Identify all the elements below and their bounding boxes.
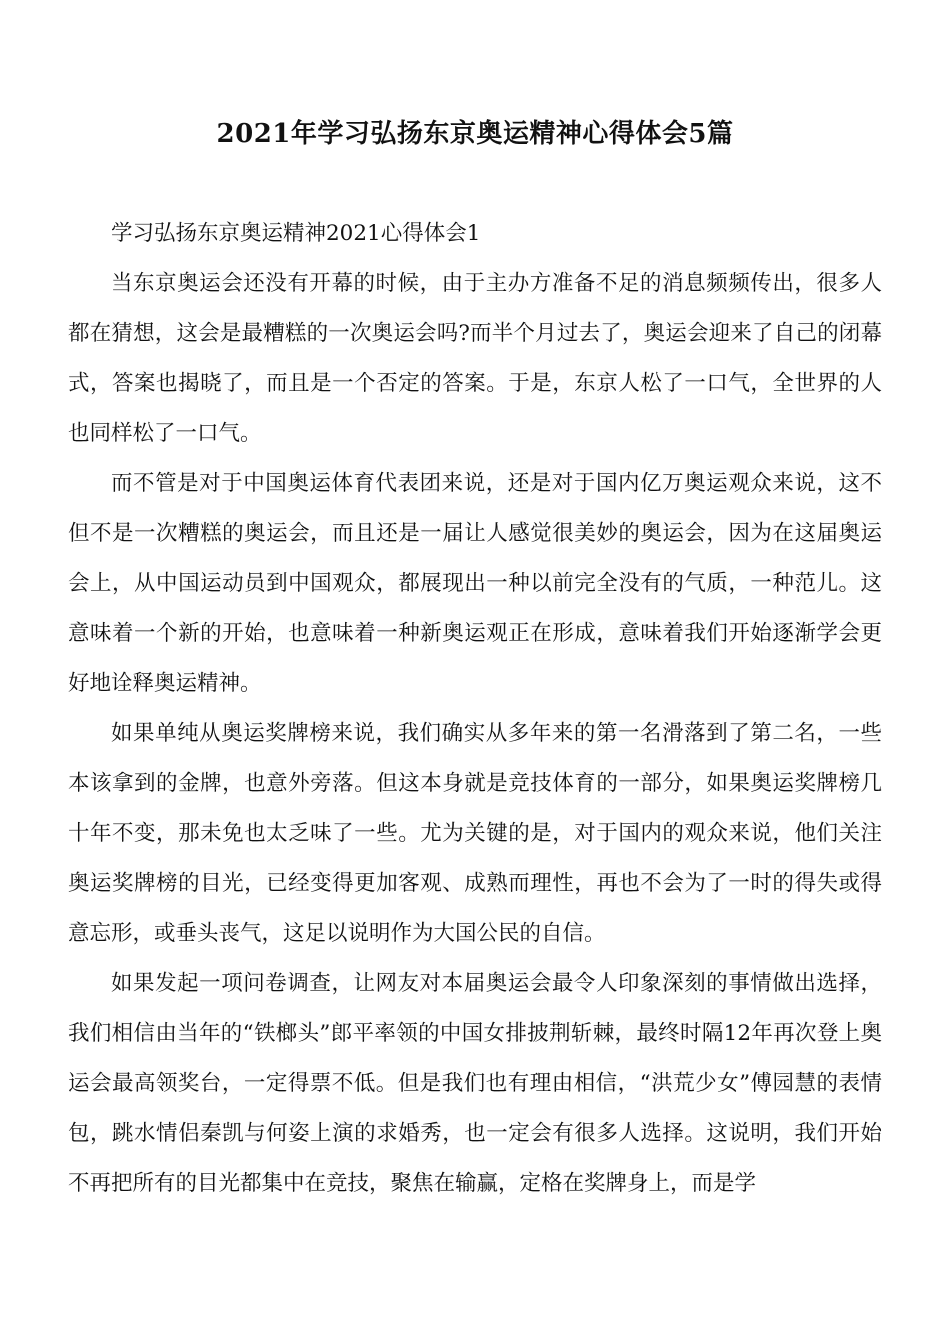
paragraph-3: 如果单纯从奥运奖牌榜来说，我们确实从多年来的第一名滑落到了第二名，一些本该拿到的金牌，也意外旁落。但这本身就是竞技体育的一部分，如果奥运奖牌榜几十年不变，那未免也太乏味了一些。尤为关键的是，对于国内的观众来说，他们关注奥运奖牌榜的目光，已经变得更加客观、成熟而理性，再也不会为了一时的得失或得意忘形，或垂头丧气，这足以说明作为大国公民的自信。 (68, 721, 882, 946)
section-heading: 学习弘扬东京奥运精神2021心得体会1 (111, 221, 481, 246)
paragraph-4: 如果发起一项问卷调查，让网友对本届奥运会最令人印象深刻的事情做出选择，我们相信由当年的“铁榔头”郎平率领的中国女排披荆斩棘，最终时隔12年再次登上奥运会最高领奖台，一定得票不低。但是我们也有理由相信，“洪荒少女”傅园慧的表情包，跳水情侣秦凯与何姿上演的求婚秀，也一定会有很多人选择。这说明，我们开始不再把所有的目光都集中在竞技，聚焦在输赢，定格在奖牌身上，而是学 (68, 971, 882, 1196)
document-title: 2021年学习弘扬东京奥运精神心得体会5篇 (216, 119, 734, 150)
document-body (68, 209, 882, 1209)
paragraph-1: 当东京奥运会还没有开幕的时候，由于主办方准备不足的消息频频传出，很多人都在猜想，这会是最糟糕的一次奥运会吗?而半个月过去了，奥运会迎来了自己的闭幕式，答案也揭晓了，而且是一个否定的答案。于是，东京人松了一口气，全世界的人也同样松了一口气。 (68, 271, 882, 446)
paragraph-2: 而不管是对于中国奥运体育代表团来说，还是对于国内亿万奥运观众来说，这不但不是一次糟糕的奥运会，而且还是一届让人感觉很美妙的奥运会，因为在这届奥运会上，从中国运动员到中国观众，都展现出一种以前完全没有的气质，一种范儿。这意味着一个新的开始，也意味着一种新奥运观正在形成，意味着我们开始逐渐学会更好地诠释奥运精神。 (68, 471, 882, 696)
